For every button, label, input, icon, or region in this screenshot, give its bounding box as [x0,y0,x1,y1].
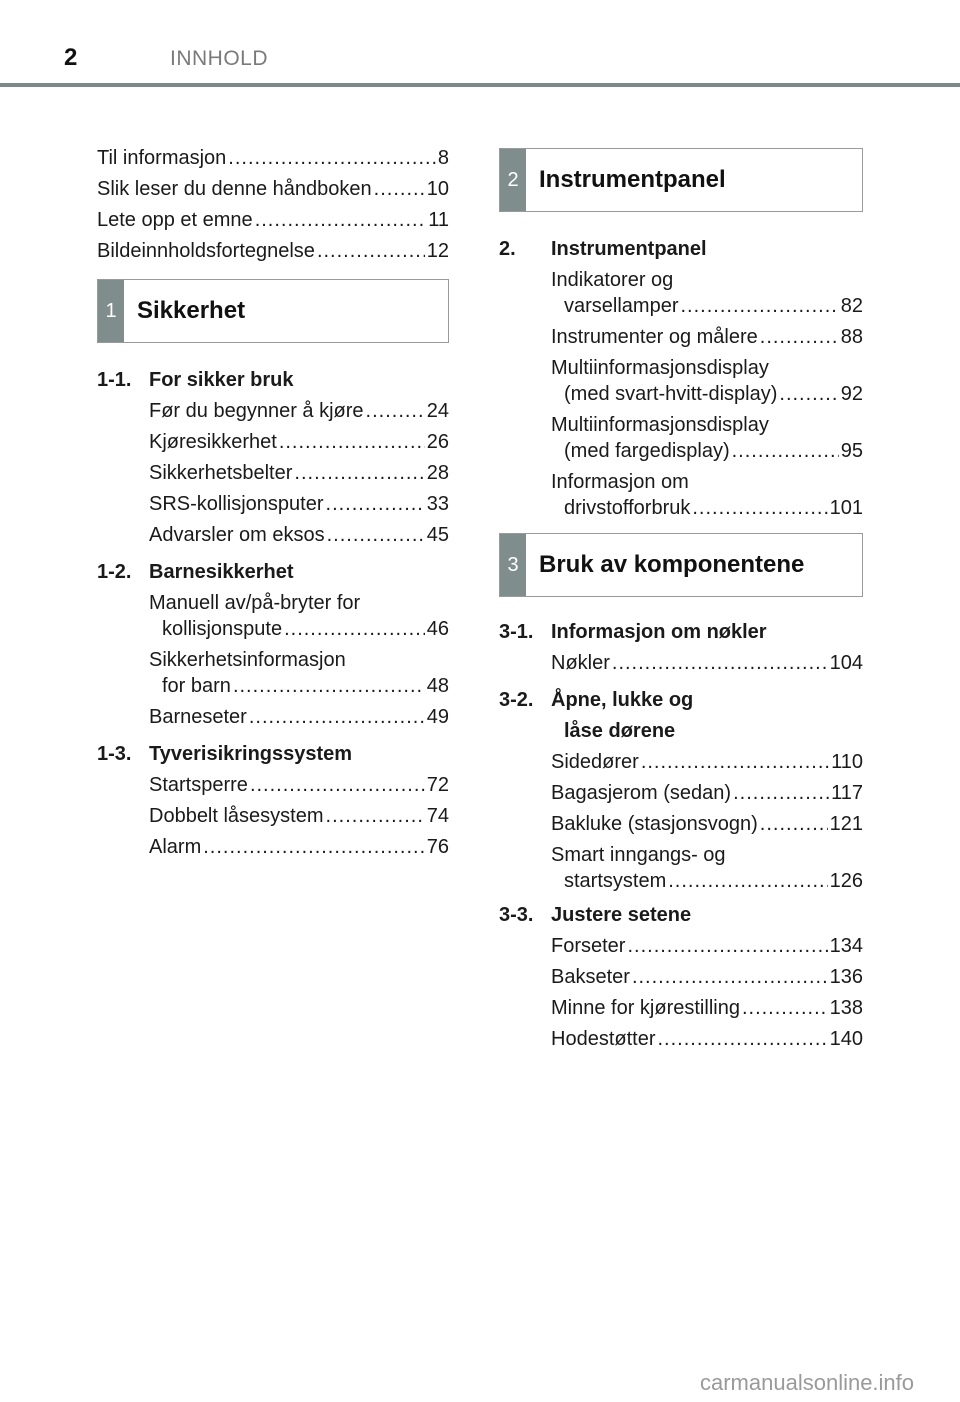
chapter-title: Instrumentpanel [539,166,726,193]
section-number: 3-3. [499,904,534,926]
entry-page-number: 92 [840,383,863,405]
intro-entry[interactable] [97,236,449,267]
watermark: carmanualsonline.info [700,1370,915,1395]
entry-page-number: 110 [831,751,863,773]
toc-section [97,557,449,733]
toc-entry [551,410,863,464]
entry-page-number: 26 [426,431,449,453]
toc-entry [149,645,449,699]
toc-entry [149,396,449,427]
entry-page-number: 24 [426,400,449,422]
entry-label-line-1: Informasjon om [551,471,689,493]
dot-leader [374,174,425,205]
entry-label-line-1: Multiinformasjonsdisplay [551,414,769,436]
dot-leader [627,931,827,962]
dot-leader [317,236,425,267]
toc-entry [149,520,449,551]
entry-page-number: 33 [426,493,449,515]
dot-leader [203,832,425,863]
toc-section [97,739,449,863]
section-entries [551,265,863,521]
toc-section [499,234,863,521]
toc-entry [551,993,863,1024]
toc-entry-link[interactable] [149,616,449,642]
toc-entry-link[interactable] [551,648,863,679]
toc-entry-link[interactable] [551,809,863,840]
entry-page-number: 138 [829,997,863,1019]
dot-leader [250,770,425,801]
section-title-line: Barnesikkerhet [149,561,294,583]
chapter-number-tab: 1 [98,280,124,342]
toc-entry [149,458,449,489]
entry-page-number: 49 [426,706,449,728]
section-number: 3-2. [499,689,534,711]
entry-page-number: 72 [426,774,449,796]
section-title [551,685,863,747]
section-heading[interactable] [499,617,863,648]
toc-entry-link[interactable] [149,770,449,801]
intro-entry[interactable] [97,143,449,174]
entry-label: Advarsler om eksos [149,524,325,546]
toc-entry-link[interactable] [551,381,863,407]
entry-label: Bagasjerom (sedan) [551,782,732,804]
entry-label: Bakseter [551,966,630,988]
chapter-header-2[interactable] [499,148,863,212]
toc-entry [149,770,449,801]
entry-label: Sidedører [551,751,639,773]
section-title-line: Åpne, lukke og [551,689,694,711]
entry-label-line-1: Indikatorer og [551,269,674,291]
toc-entry-link[interactable] [149,801,449,832]
dot-leader [228,143,436,174]
dot-leader [255,205,427,236]
entry-label: Barneseter [149,706,247,728]
toc-entry-link[interactable] [551,993,863,1024]
toc-entry [551,809,863,840]
section-title-line: Informasjon om nøkler [551,621,767,643]
entry-page-number: 136 [829,966,863,988]
section-title-line: Justere setene [551,904,692,926]
entry-label: Nøkler [551,652,610,674]
entry-label: Startsperre [149,774,248,796]
entry-page-number: 76 [426,836,449,858]
chapter-title: Bruk av komponentene [539,551,805,578]
entry-label: Lete opp et emne [97,209,253,231]
toc-entry [551,353,863,407]
toc-entry-link[interactable] [149,489,449,520]
section-title [149,365,449,396]
section-number: 3-1. [499,621,534,643]
toc-entry-link[interactable] [551,931,863,962]
dot-leader [233,673,425,699]
entry-page-number: 121 [829,813,863,835]
entry-label-line-1: Smart inngangs- og [551,844,726,866]
entry-page-number: 48 [426,675,449,697]
entry-label: Hodestøtter [551,1028,656,1050]
page-title: INNHOLD [170,47,269,70]
section-entries [149,588,449,733]
dot-leader [632,962,828,993]
section-number: 2. [499,238,516,260]
entry-label: varsellamper [564,295,679,317]
entry-label: (med fargedisplay) [564,440,730,462]
chapter-header-3[interactable] [499,533,863,597]
entry-label: Alarm [149,836,202,858]
entry-page-number: 104 [829,652,863,674]
toc-entry [551,467,863,521]
entry-label: Minne for kjørestilling [551,997,740,1019]
entry-page-number: 74 [426,805,449,827]
section-heading[interactable] [499,234,863,265]
section-number: 1-1. [97,369,132,391]
toc-section [97,365,449,551]
dot-leader [279,427,425,458]
dot-leader [779,381,838,407]
toc-entry-link[interactable] [149,396,449,427]
entry-label: for barn [162,675,231,697]
dot-leader [668,868,827,894]
toc-entry [149,801,449,832]
entry-page-number: 28 [426,462,449,484]
intro-entry[interactable] [97,205,449,236]
dot-leader [366,396,425,427]
dot-leader [327,520,425,551]
chapter-number-tab: 3 [500,534,526,596]
entry-page-number: 10 [426,178,449,200]
entry-label: Slik leser du denne håndboken [97,178,372,200]
toc-entry [551,778,863,809]
toc-entry-link[interactable] [551,438,863,464]
entry-page-number: 101 [829,497,863,519]
section-entries [149,770,449,863]
chapter-header-1[interactable] [97,279,449,343]
toc-entry-link[interactable] [551,322,863,353]
toc-entry-link[interactable] [551,778,863,809]
entry-label: (med svart-hvitt-display) [564,383,778,405]
intro-entry[interactable] [97,174,449,205]
entry-label: Til informasjon [97,147,227,169]
toc-entry-link[interactable] [149,673,449,699]
dot-leader [680,293,838,319]
entry-label: startsystem [564,870,667,892]
entry-page-number: 126 [829,870,863,892]
toc-entry-link[interactable] [149,702,449,733]
section-title-line-2: låse dørene [564,720,676,742]
toc-entry-link[interactable] [149,427,449,458]
toc-entry [149,489,449,520]
entry-label-line-1: Multiinformasjonsdisplay [551,357,769,379]
entry-page-number: 88 [840,326,863,348]
toc-entry-link[interactable] [551,868,863,894]
section-heading[interactable] [97,557,449,588]
toc-entry-link[interactable] [149,832,449,863]
dot-leader [760,322,839,353]
dot-leader [612,648,828,679]
entry-label: Sikkerhetsbelter [149,462,293,484]
section-heading[interactable] [97,365,449,396]
toc-entry [551,1024,863,1055]
toc-entry-link[interactable] [551,1024,863,1055]
entry-page-number: 82 [840,295,863,317]
entry-label: Bakluke (stasjonsvogn) [551,813,758,835]
entry-page-number: 117 [831,782,863,804]
entry-page-number: 11 [428,209,449,231]
dot-leader [284,616,425,642]
section-entries [551,648,863,679]
toc-section [499,617,863,679]
toc-section [499,685,863,894]
dot-leader [742,993,828,1024]
entry-label: drivstofforbruk [564,497,691,519]
toc-entry-link[interactable] [551,747,863,778]
toc-entry-link[interactable] [551,293,863,319]
page-number: 2 [64,44,78,71]
toc-entry-link[interactable] [551,962,863,993]
entry-label: Dobbelt låsesystem [149,805,324,827]
entry-page-number: 12 [426,240,449,262]
entry-page-number: 8 [437,147,449,169]
toc-entry [149,832,449,863]
header-divider [0,83,960,87]
dot-leader [641,747,829,778]
entry-label: SRS-kollisjonsputer [149,493,324,515]
toc-entry [149,702,449,733]
entry-page-number: 45 [426,524,449,546]
section-title-line: Tyverisikringssystem [149,743,353,765]
entry-label-line-1: Sikkerhetsinformasjon [149,649,346,671]
dot-leader [326,801,425,832]
section-title-line: For sikker bruk [149,369,294,391]
section-entries [149,396,449,551]
dot-leader [294,458,424,489]
entry-label: Bildeinnholdsfortegnelse [97,240,315,262]
section-title [551,617,863,648]
entry-label: kollisjonspute [162,618,283,640]
toc-entry [551,265,863,319]
entry-label: Forseter [551,935,626,957]
entry-label-line-1: Manuell av/på-bryter for [149,592,361,614]
entry-page-number: 134 [829,935,863,957]
toc-entry-link[interactable] [149,520,449,551]
toc-entry [551,931,863,962]
section-number: 1-2. [97,561,132,583]
dot-leader [760,809,828,840]
toc-entry [551,648,863,679]
toc-entry-link[interactable] [149,458,449,489]
section-title [551,234,863,265]
dot-leader [249,702,425,733]
dot-leader [692,495,827,521]
toc-entry [551,747,863,778]
toc-entry [149,427,449,458]
page-header [0,0,960,90]
toc-column-right [499,143,863,1061]
toc-entry-link[interactable] [551,495,863,521]
dot-leader [732,438,839,464]
entry-page-number: 46 [426,618,449,640]
toc-entry [551,840,863,894]
section-title [149,739,449,770]
section-title [551,900,863,931]
toc-section [499,900,863,1055]
entry-label: Før du begynner å kjøre [149,400,364,422]
dot-leader [657,1024,827,1055]
section-title [149,557,449,588]
dot-leader [733,778,829,809]
entry-label: Instrumenter og målere [551,326,758,348]
section-entries [551,747,863,894]
section-heading[interactable] [499,900,863,931]
toc-column-left [97,143,449,869]
toc-entry [551,322,863,353]
section-entries [551,931,863,1055]
section-heading[interactable] [97,739,449,770]
chapter-number-tab: 2 [500,149,526,211]
chapter-title: Sikkerhet [137,297,246,324]
section-number: 1-3. [97,743,132,765]
section-heading[interactable] [499,685,863,747]
toc-entry [149,588,449,642]
section-title-line: Instrumentpanel [551,238,707,260]
toc-entry [551,962,863,993]
entry-label: Kjøresikkerhet [149,431,277,453]
entry-page-number: 95 [840,440,863,462]
dot-leader [326,489,425,520]
entry-page-number: 140 [829,1028,863,1050]
